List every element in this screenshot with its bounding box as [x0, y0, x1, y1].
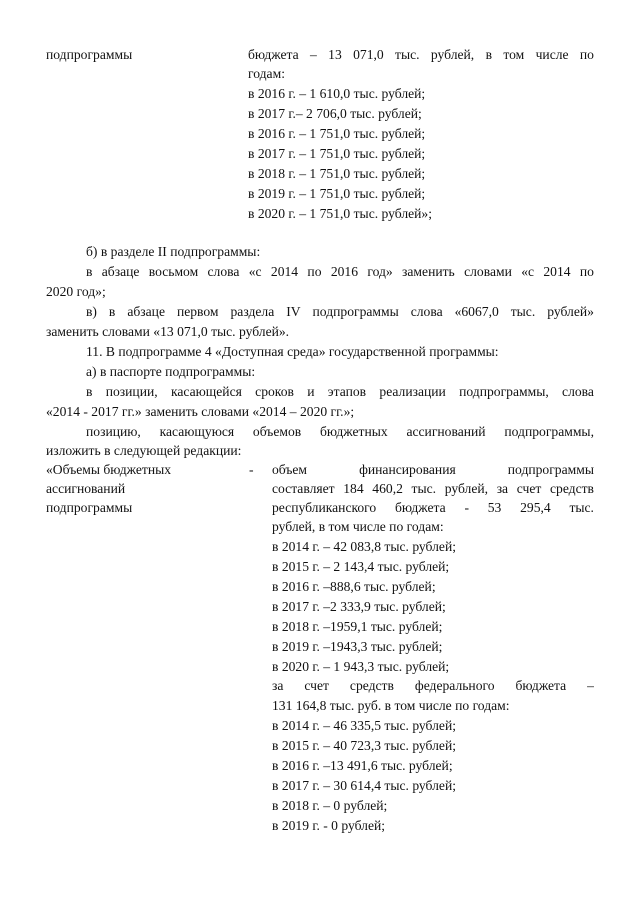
table-right-line: в 2015 г. – 2 143,4 тыс. рублей;	[272, 559, 450, 574]
paragraph-line: заменить словами «13 071,0 тыс. рублей».	[46, 324, 290, 339]
table-right-line: бюджета – 13 071,0 тыс. рублей, в том числе по	[248, 47, 594, 62]
paragraph-line: в абзаце восьмом слова «с 2014 по 2016 год» заменить словами «с 2014 по	[86, 264, 594, 279]
paragraph-line: в позиции, касающейся сроков и этапов реализации подпрограммы, слова	[86, 384, 594, 399]
paragraph-line: 11. В подпрограмме 4 «Доступная среда» государственной программы:	[86, 344, 499, 359]
table-right-line: составляет 184 460,2 тыс. рублей, за счет средств	[272, 481, 594, 496]
table-left-label: подпрограммы	[46, 47, 133, 62]
table-right-line: в 2016 г. – 1 610,0 тыс. рублей;	[248, 86, 426, 101]
table-right-line: в 2019 г. – 1 751,0 тыс. рублей;	[248, 186, 426, 201]
table-right-line: в 2020 г. – 1 751,0 тыс. рублей»;	[248, 206, 432, 221]
paragraph-line: б) в разделе II подпрограммы:	[86, 244, 261, 259]
table-right-line: рублей, в том числе по годам:	[272, 519, 444, 534]
table-right-line: в 2019 г. - 0 рублей;	[272, 818, 386, 833]
paragraph-line: в) в абзаце первом раздела IV подпрограммы слова «6067,0 тыс. рублей»	[86, 304, 594, 319]
table-right-line: в 2018 г. –1959,1 тыс. рублей;	[272, 619, 443, 634]
table-right-line: республиканского бюджета - 53 295,4 тыс.	[272, 500, 594, 515]
table-right-line: в 2014 г. – 46 335,5 тыс. рублей;	[272, 718, 456, 733]
table-right-line: объем финансирования подпрограммы	[272, 462, 594, 477]
table-right-line: в 2017 г. –2 333,9 тыс. рублей;	[272, 599, 446, 614]
table-right-line: в 2019 г. –1943,3 тыс. рублей;	[272, 639, 443, 654]
paragraph-line: а) в паспорте подпрограммы:	[86, 364, 256, 379]
table-right-line: в 2015 г. – 40 723,3 тыс. рублей;	[272, 738, 456, 753]
table-right-line: за счет средств федерального бюджета –	[272, 678, 594, 693]
paragraph-line: изложить в следующей редакции:	[46, 443, 242, 458]
table-right-line: в 2016 г. –888,6 тыс. рублей;	[272, 579, 436, 594]
table-dash: -	[249, 462, 254, 477]
table-right-line: в 2018 г. – 0 рублей;	[272, 798, 388, 813]
table-right-line: годам:	[248, 66, 285, 81]
table-left-label: ассигнований	[46, 481, 126, 496]
table-right-line: в 2018 г. – 1 751,0 тыс. рублей;	[248, 166, 426, 181]
table-right-line: в 2020 г. – 1 943,3 тыс. рублей;	[272, 659, 450, 674]
table-left-label: подпрограммы	[46, 500, 133, 515]
paragraph-line: позицию, касающуюся объемов бюджетных ассигнований подпрограммы,	[86, 424, 594, 439]
paragraph-line: «2014 - 2017 гг.» заменить словами «2014 – 2020 гг.»;	[46, 404, 355, 419]
table-right-line: в 2016 г. – 1 751,0 тыс. рублей;	[248, 126, 426, 141]
table-right-line: в 2016 г. –13 491,6 тыс. рублей;	[272, 758, 453, 773]
table-right-line: в 2017 г. – 30 614,4 тыс. рублей;	[272, 778, 456, 793]
table-left-label: «Объемы бюджетных	[46, 462, 172, 477]
table-right-line: в 2014 г. – 42 083,8 тыс. рублей;	[272, 539, 456, 554]
paragraph-line: 2020 год»;	[46, 284, 106, 299]
table-right-line: в 2017 г. – 1 751,0 тыс. рублей;	[248, 146, 426, 161]
table-right-line: 131 164,8 тыс. руб. в том числе по годам:	[272, 698, 510, 713]
table-right-line: в 2017 г.– 2 706,0 тыс. рублей;	[248, 106, 422, 121]
